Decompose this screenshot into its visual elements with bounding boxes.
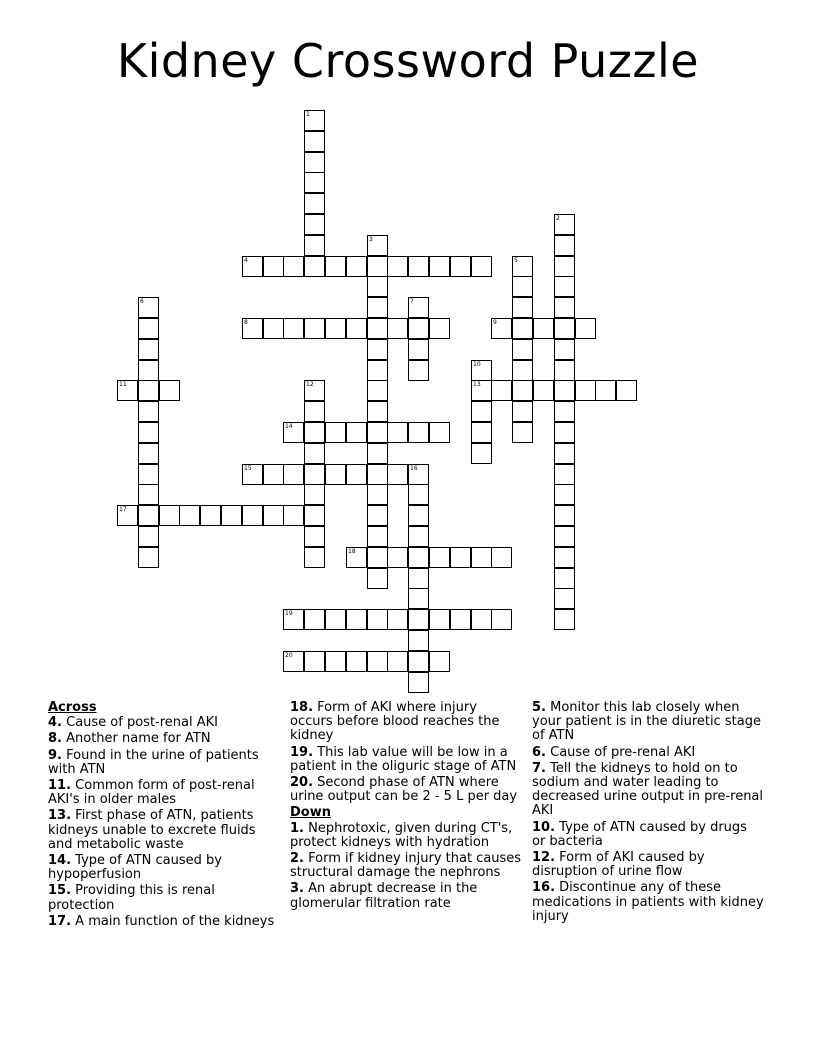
grid-cell[interactable] xyxy=(346,318,367,339)
clue-item xyxy=(532,881,764,924)
clue-number-label: 16. xyxy=(532,880,556,896)
grid-cell[interactable] xyxy=(408,422,429,443)
grid-cell[interactable] xyxy=(159,505,180,526)
grid-cell[interactable] xyxy=(367,568,388,589)
clue-text: Cause of post-renal AKI xyxy=(61,715,218,731)
grid-cell[interactable] xyxy=(242,464,263,485)
grid-cell[interactable] xyxy=(491,609,512,630)
grid-cell[interactable] xyxy=(367,443,388,464)
grid-cell[interactable] xyxy=(325,464,346,485)
clue-item xyxy=(48,779,280,807)
grid-cell[interactable] xyxy=(304,443,325,464)
grid-cell[interactable] xyxy=(575,318,596,339)
clue-item xyxy=(290,746,522,774)
clue-item xyxy=(290,822,522,850)
grid-cell[interactable] xyxy=(283,505,304,526)
clue-number-label: 10. xyxy=(532,819,556,835)
clue-item xyxy=(48,732,280,746)
clue-column-2 xyxy=(290,701,522,913)
grid-cell[interactable] xyxy=(387,318,408,339)
clue-text: Second phase of ATN where urine output can be 2 - 5 L per day xyxy=(290,775,518,805)
grid-cell[interactable] xyxy=(491,380,512,401)
clue-text: Form of AKI caused by disruption of urine flow xyxy=(532,850,705,880)
clue-item xyxy=(532,701,764,744)
grid-cell[interactable] xyxy=(429,318,450,339)
clue-number: 4 xyxy=(244,257,248,264)
grid-cell[interactable] xyxy=(554,380,575,401)
clue-number-label: 18. xyxy=(290,700,314,715)
grid-cell[interactable] xyxy=(512,360,533,381)
grid-cell[interactable] xyxy=(325,422,346,443)
clue-number: 5 xyxy=(514,257,518,264)
clue-number: 1 xyxy=(306,111,310,118)
clue-text: Form of AKI where injury occurs before blood reaches the kidney xyxy=(290,700,500,744)
clue-number: 18 xyxy=(348,548,356,555)
grid-cell[interactable] xyxy=(138,297,159,318)
grid-cell[interactable] xyxy=(325,609,346,630)
clue-item xyxy=(290,882,522,910)
grid-cell[interactable] xyxy=(429,422,450,443)
grid-cell[interactable] xyxy=(304,526,325,547)
page-title: Kidney Crossword Puzzle xyxy=(116,34,700,88)
grid-cell[interactable] xyxy=(346,547,367,568)
clue-number-label: 12. xyxy=(532,850,556,866)
grid-cell[interactable] xyxy=(283,422,304,443)
clue-text: Common form of post-renal AKI's in older males xyxy=(48,778,255,808)
clue-number: 20 xyxy=(285,652,293,659)
grid-cell[interactable] xyxy=(304,172,325,193)
clue-item xyxy=(290,776,522,804)
grid-cell[interactable] xyxy=(346,422,367,443)
clue-number-label: 8. xyxy=(48,731,62,747)
clue-number: 2 xyxy=(556,215,560,222)
clue-number: 6 xyxy=(140,298,144,305)
clue-item xyxy=(48,809,280,852)
grid-cell[interactable] xyxy=(450,609,471,630)
clue-number-label: 15. xyxy=(48,883,72,899)
clue-item xyxy=(290,852,522,880)
grid-cell[interactable] xyxy=(138,464,159,485)
down-heading: Down xyxy=(290,805,331,821)
grid-cell[interactable] xyxy=(408,339,429,360)
grid-cell[interactable] xyxy=(387,547,408,568)
grid-cell[interactable] xyxy=(304,131,325,152)
clue-number-label: 7. xyxy=(532,760,546,776)
grid-cell[interactable] xyxy=(138,380,159,401)
clue-item xyxy=(532,851,764,879)
clue-text: Form if kidney injury that causes structural damage the nephrons xyxy=(290,851,522,881)
grid-cell[interactable] xyxy=(117,380,138,401)
grid-cell[interactable] xyxy=(304,235,325,256)
grid-cell[interactable] xyxy=(616,380,637,401)
clue-number-label: 2. xyxy=(290,851,304,867)
grid-cell[interactable] xyxy=(304,505,325,526)
clue-number-label: 17. xyxy=(48,913,72,929)
grid-cell[interactable] xyxy=(263,256,284,277)
grid-cell[interactable] xyxy=(367,380,388,401)
grid-cell[interactable] xyxy=(221,505,242,526)
grid-cell[interactable] xyxy=(325,318,346,339)
grid-cell[interactable] xyxy=(471,422,492,443)
grid-cell[interactable] xyxy=(512,339,533,360)
grid-cell[interactable] xyxy=(387,651,408,672)
clue-number: 7 xyxy=(410,298,414,305)
grid-cell[interactable] xyxy=(387,464,408,485)
grid-cell[interactable] xyxy=(408,588,429,609)
grid-cell[interactable] xyxy=(554,505,575,526)
grid-cell[interactable] xyxy=(367,464,388,485)
grid-cell[interactable] xyxy=(554,256,575,277)
grid-cell[interactable] xyxy=(117,505,138,526)
grid-cell[interactable] xyxy=(512,318,533,339)
grid-cell[interactable] xyxy=(554,568,575,589)
clue-text: Type of ATN caused by hypoperfusion xyxy=(48,853,222,883)
grid-cell[interactable] xyxy=(367,339,388,360)
clue-number-label: 14. xyxy=(48,853,72,869)
grid-cell[interactable] xyxy=(554,588,575,609)
clue-number-label: 4. xyxy=(48,715,62,731)
grid-cell[interactable] xyxy=(554,484,575,505)
clue-number-label: 19. xyxy=(290,744,314,760)
clue-number-label: 6. xyxy=(532,744,546,760)
grid-cell[interactable] xyxy=(304,464,325,485)
grid-cell[interactable] xyxy=(367,505,388,526)
grid-cell[interactable] xyxy=(429,256,450,277)
clue-text: Providing this is renal protection xyxy=(48,883,215,913)
grid-cell[interactable] xyxy=(429,609,450,630)
grid-cell[interactable] xyxy=(408,360,429,381)
grid-cell[interactable] xyxy=(325,256,346,277)
clue-item xyxy=(48,884,280,912)
clue-number-label: 11. xyxy=(48,778,72,794)
grid-cell[interactable] xyxy=(304,651,325,672)
grid-cell[interactable] xyxy=(471,609,492,630)
grid-cell[interactable] xyxy=(367,256,388,277)
grid-cell[interactable] xyxy=(138,547,159,568)
grid-cell[interactable] xyxy=(408,256,429,277)
grid-cell[interactable] xyxy=(200,505,221,526)
clue-number: 11 xyxy=(119,381,127,388)
clue-column-3 xyxy=(532,701,764,926)
grid-cell[interactable] xyxy=(554,547,575,568)
grid-cell[interactable] xyxy=(554,297,575,318)
grid-cell[interactable] xyxy=(367,651,388,672)
grid-cell[interactable] xyxy=(575,380,596,401)
clue-number-label: 20. xyxy=(290,775,314,791)
grid-cell[interactable] xyxy=(512,297,533,318)
grid-cell[interactable] xyxy=(304,318,325,339)
clue-item xyxy=(290,701,522,744)
grid-cell[interactable] xyxy=(346,464,367,485)
grid-cell[interactable] xyxy=(263,505,284,526)
grid-cell[interactable] xyxy=(491,318,512,339)
clue-item xyxy=(532,762,764,819)
grid-cell[interactable] xyxy=(408,526,429,547)
grid-cell[interactable] xyxy=(408,484,429,505)
grid-cell[interactable] xyxy=(429,651,450,672)
grid-cell[interactable] xyxy=(554,422,575,443)
clue-number-label: 1. xyxy=(290,820,304,836)
grid-cell[interactable] xyxy=(367,401,388,422)
clue-number-label: 9. xyxy=(48,747,62,763)
grid-cell[interactable] xyxy=(533,318,554,339)
clue-number: 3 xyxy=(369,236,373,243)
grid-cell[interactable] xyxy=(367,547,388,568)
grid-cell[interactable] xyxy=(367,297,388,318)
grid-cell[interactable] xyxy=(408,318,429,339)
grid-cell[interactable] xyxy=(491,547,512,568)
clue-number-label: 13. xyxy=(48,808,72,824)
grid-cell[interactable] xyxy=(533,380,554,401)
grid-cell[interactable] xyxy=(346,651,367,672)
grid-cell[interactable] xyxy=(554,464,575,485)
grid-cell[interactable] xyxy=(408,672,429,693)
grid-cell[interactable] xyxy=(179,505,200,526)
grid-cell[interactable] xyxy=(242,505,263,526)
grid-cell[interactable] xyxy=(554,214,575,235)
grid-cell[interactable] xyxy=(304,547,325,568)
across-heading: Across xyxy=(48,700,97,715)
grid-cell[interactable] xyxy=(595,380,616,401)
clue-text: Monitor this lab closely when your patient is in the diuretic stage of ATN xyxy=(532,700,761,744)
grid-cell[interactable] xyxy=(450,547,471,568)
grid-cell[interactable] xyxy=(283,318,304,339)
grid-cell[interactable] xyxy=(554,526,575,547)
clue-text: An abrupt decrease in the glomerular filtration rate xyxy=(290,881,478,911)
grid-cell[interactable] xyxy=(304,609,325,630)
grid-cell[interactable] xyxy=(242,318,263,339)
clue-text: Found in the urine of patients with ATN xyxy=(48,747,259,777)
grid-cell[interactable] xyxy=(471,256,492,277)
grid-cell[interactable] xyxy=(138,526,159,547)
grid-cell[interactable] xyxy=(138,505,159,526)
grid-cell[interactable] xyxy=(283,256,304,277)
clue-text: Type of ATN caused by drugs or bacteria xyxy=(532,819,747,849)
grid-cell[interactable] xyxy=(138,339,159,360)
grid-cell[interactable] xyxy=(346,256,367,277)
grid-cell[interactable] xyxy=(367,360,388,381)
grid-cell[interactable] xyxy=(554,609,575,630)
grid-cell[interactable] xyxy=(367,276,388,297)
grid-cell[interactable] xyxy=(471,401,492,422)
grid-cell[interactable] xyxy=(408,609,429,630)
grid-cell[interactable] xyxy=(263,464,284,485)
grid-cell[interactable] xyxy=(138,318,159,339)
grid-cell[interactable] xyxy=(554,235,575,256)
grid-cell[interactable] xyxy=(367,484,388,505)
grid-cell[interactable] xyxy=(367,235,388,256)
grid-cell[interactable] xyxy=(554,339,575,360)
grid-cell[interactable] xyxy=(408,464,429,485)
clue-item xyxy=(48,915,280,929)
grid-cell[interactable] xyxy=(450,256,471,277)
grid-cell[interactable] xyxy=(138,443,159,464)
clue-text: Another name for ATN xyxy=(61,731,211,747)
grid-cell[interactable] xyxy=(283,609,304,630)
grid-cell[interactable] xyxy=(554,276,575,297)
clue-number-label: 3. xyxy=(290,881,304,897)
clue-number: 17 xyxy=(119,506,127,513)
grid-cell[interactable] xyxy=(554,318,575,339)
clue-text: Tell the kidneys to hold on to sodium and water leading to decreased urine output in pre-renal AKI xyxy=(532,760,764,819)
grid-cell[interactable] xyxy=(367,318,388,339)
grid-cell[interactable] xyxy=(304,214,325,235)
grid-cell[interactable] xyxy=(554,443,575,464)
grid-cell[interactable] xyxy=(138,360,159,381)
grid-cell[interactable] xyxy=(242,256,263,277)
grid-cell[interactable] xyxy=(138,401,159,422)
grid-cell[interactable] xyxy=(283,464,304,485)
clue-text: Cause of pre-renal AKI xyxy=(545,744,696,760)
clue-item xyxy=(48,749,280,777)
grid-cell[interactable] xyxy=(554,401,575,422)
grid-cell[interactable] xyxy=(304,484,325,505)
grid-cell[interactable] xyxy=(429,547,450,568)
clue-number-label: 5. xyxy=(532,700,546,715)
grid-cell[interactable] xyxy=(304,110,325,131)
clue-number: 15 xyxy=(244,465,252,472)
clue-text: This lab value will be low in a patient in the oliguric stage of ATN xyxy=(290,744,517,774)
clue-item xyxy=(48,716,280,730)
clue-number: 14 xyxy=(285,423,293,430)
clue-text: Nephrotoxic, given during CT's, protect kidneys with hydration xyxy=(290,820,513,850)
grid-cell[interactable] xyxy=(512,422,533,443)
clue-text: First phase of ATN, patients kidneys unable to excrete fluids and metabolic waste xyxy=(48,808,256,852)
clue-number: 8 xyxy=(244,319,248,326)
clue-number: 19 xyxy=(285,610,293,617)
grid-cell[interactable] xyxy=(512,380,533,401)
grid-cell[interactable] xyxy=(471,547,492,568)
clue-item xyxy=(48,854,280,882)
grid-cell[interactable] xyxy=(283,651,304,672)
grid-cell[interactable] xyxy=(512,401,533,422)
grid-cell[interactable] xyxy=(304,422,325,443)
clue-number: 13 xyxy=(473,381,481,388)
clue-column-1 xyxy=(48,701,280,931)
grid-cell[interactable] xyxy=(408,297,429,318)
grid-cell[interactable] xyxy=(408,505,429,526)
grid-cell[interactable] xyxy=(325,651,346,672)
clue-number: 9 xyxy=(493,319,497,326)
grid-cell[interactable] xyxy=(408,547,429,568)
grid-cell[interactable] xyxy=(367,422,388,443)
grid-cell[interactable] xyxy=(387,609,408,630)
clue-text: A main function of the kidneys xyxy=(71,913,275,929)
grid-cell[interactable] xyxy=(159,380,180,401)
grid-cell[interactable] xyxy=(138,484,159,505)
grid-cell[interactable] xyxy=(304,401,325,422)
grid-cell[interactable] xyxy=(367,609,388,630)
grid-cell[interactable] xyxy=(304,380,325,401)
grid-cell[interactable] xyxy=(263,318,284,339)
grid-cell[interactable] xyxy=(387,256,408,277)
grid-cell[interactable] xyxy=(304,256,325,277)
clue-number: 10 xyxy=(473,361,481,368)
grid-cell[interactable] xyxy=(471,443,492,464)
clue-item xyxy=(532,746,764,760)
grid-cell[interactable] xyxy=(408,630,429,651)
clue-number: 16 xyxy=(410,465,418,472)
clue-item xyxy=(532,821,764,849)
grid-cell[interactable] xyxy=(387,422,408,443)
grid-cell[interactable] xyxy=(408,651,429,672)
grid-cell[interactable] xyxy=(512,256,533,277)
grid-cell[interactable] xyxy=(346,609,367,630)
grid-cell[interactable] xyxy=(304,193,325,214)
grid-cell[interactable] xyxy=(471,360,492,381)
grid-cell[interactable] xyxy=(367,526,388,547)
grid-cell[interactable] xyxy=(471,380,492,401)
grid-cell[interactable] xyxy=(512,276,533,297)
grid-cell[interactable] xyxy=(138,422,159,443)
grid-cell[interactable] xyxy=(408,568,429,589)
grid-cell[interactable] xyxy=(554,360,575,381)
clue-number: 12 xyxy=(306,381,314,388)
grid-cell[interactable] xyxy=(304,152,325,173)
clue-text: Discontinue any of these medications in patients with kidney injury xyxy=(532,880,764,924)
